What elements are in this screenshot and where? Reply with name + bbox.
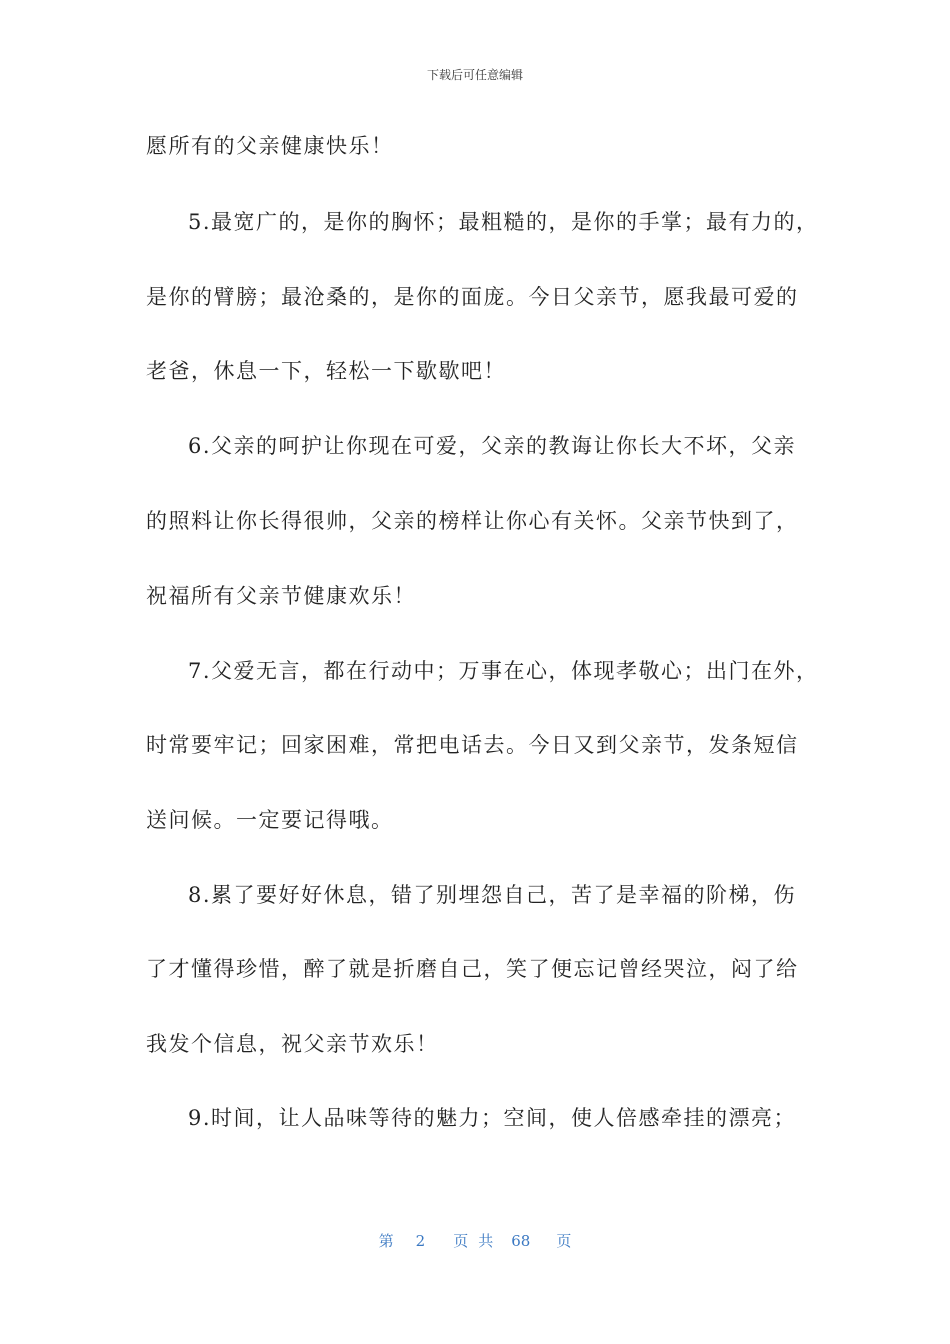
- text-line: 5.最宽广的，是你的胸怀；最粗糙的，是你的手掌；最有力的，: [188, 210, 819, 234]
- footer-ye2: 页: [556, 1232, 572, 1250]
- text-line: 送问候。一定要记得哦。: [146, 808, 394, 832]
- footer-page-number: 2: [415, 1232, 426, 1250]
- text-line: 愿所有的父亲健康快乐！: [146, 134, 394, 158]
- text-line: 祝福所有父亲节健康欢乐！: [146, 584, 416, 608]
- text-line: 我发个信息，祝父亲节欢乐！: [146, 1032, 439, 1056]
- text-line: 的照料让你长得很帅，父亲的榜样让你心有关怀。父亲节快到了，: [146, 509, 799, 533]
- text-line: 6.父亲的呵护让你现在可爱，父亲的教诲让你长大不坏，父亲: [188, 434, 797, 458]
- text-line: 7.父爱无言，都在行动中；万事在心，体现孝敬心；出门在外，: [188, 659, 819, 683]
- text-line: 老爸，休息一下，轻松一下歇歇吧！: [146, 359, 506, 383]
- text-line: 时常要牢记；回家困难，常把电话去。今日又到父亲节，发条短信: [146, 733, 799, 757]
- footer-total-pages: 68: [511, 1232, 531, 1250]
- text-line: 9.时间，让人品味等待的魅力；空间，使人倍感牵挂的漂亮；: [188, 1106, 797, 1130]
- footer-gong: 共: [478, 1232, 494, 1250]
- page-header: 下载后可任意编辑: [426, 68, 523, 82]
- text-line: 了才懂得珍惜，醉了就是折磨自己，笑了便忘记曾经哭泣，闷了给: [146, 957, 799, 981]
- page-footer: [0, 1230, 950, 1251]
- text-line: 是你的臂膀；最沧桑的，是你的面庞。今日父亲节，愿我最可爱的: [146, 285, 799, 309]
- text-line: 8.累了要好好休息，错了别埋怨自己，苦了是幸福的阶梯，伤: [188, 883, 797, 907]
- footer-ye: 页: [453, 1232, 469, 1250]
- footer-di: 第: [378, 1232, 394, 1250]
